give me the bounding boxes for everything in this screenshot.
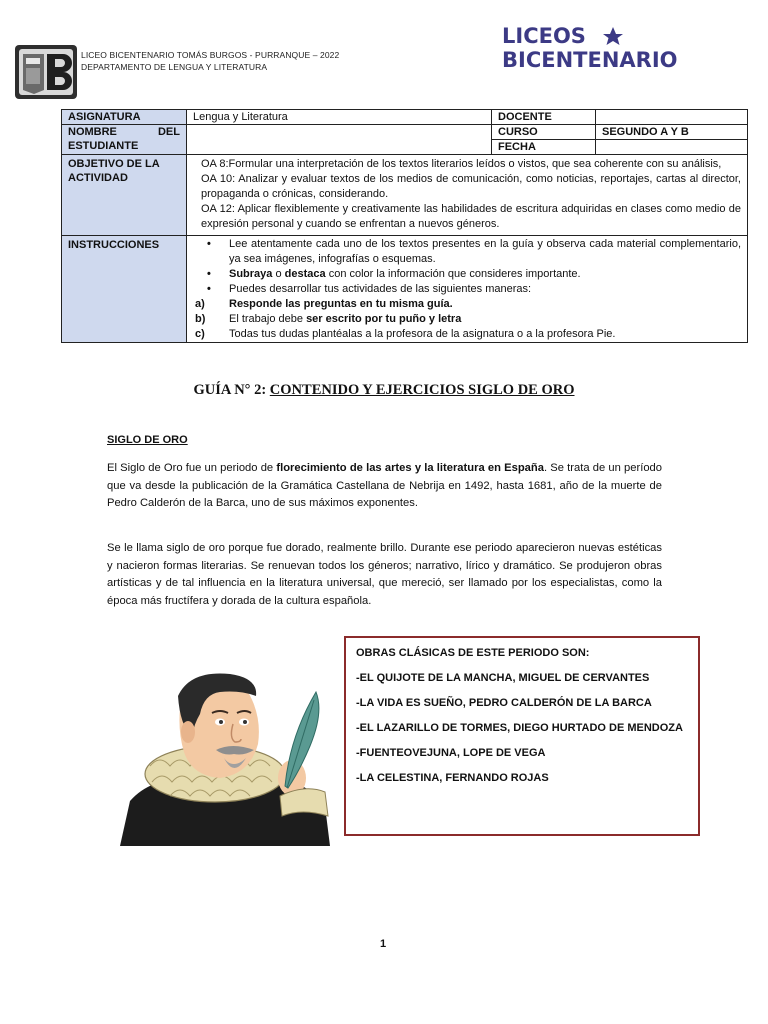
work-item: -LA VIDA ES SUEÑO, PEDRO CALDERÓN DE LA BARCA: [356, 697, 652, 709]
instruction-item-b: [193, 312, 741, 327]
instructions-list: [193, 237, 741, 342]
work-item: -FUENTEOVEJUNA, LOPE DE VEGA: [356, 747, 546, 759]
work-item: -LA CELESTINA, FERNANDO ROJAS: [356, 772, 549, 784]
classic-works-box: [344, 636, 700, 836]
paragraph-1: [107, 460, 662, 513]
instruction-item-3: • Puedes desarrollar tus actividades de las siguientes maneras:: [207, 283, 532, 295]
nombre-label-line-1: NOMBRE DEL: [68, 126, 180, 138]
instruction-b-bold: ser escrito por tu puño y letra: [306, 313, 462, 325]
instruction-text-3: Puedes desarrollar tus actividades de las siguientes maneras:: [229, 283, 532, 295]
marker-b: b): [195, 313, 206, 325]
fecha-field[interactable]: [596, 140, 748, 155]
p1-text-a: El Siglo de Oro fue un periodo de: [107, 462, 277, 474]
instruction-2-mid: o: [272, 268, 285, 280]
instruction-text-c: Todas tus dudas plantéalas a la profesora de la asignatura o a la profesora Pie.: [229, 328, 616, 340]
instrucciones-cell: [187, 236, 748, 343]
page-number: 1: [380, 938, 387, 950]
work-item: -EL QUIJOTE DE LA MANCHA, MIGUEL DE CERVANTES: [356, 672, 650, 684]
destaca-text: destaca: [284, 268, 326, 280]
instruction-item-1: • Lee atentamente cada uno de los textos presentes en la guía y observa cada material complementario, ya sea imágenes, infografías o esquemas.: [207, 238, 741, 265]
objetivos-cell: [187, 155, 748, 236]
instruction-b-pre: El trabajo debe: [229, 313, 307, 325]
instruction-item-c: [193, 327, 741, 342]
docente-field[interactable]: [596, 110, 748, 125]
instruction-item-a: [193, 297, 741, 312]
guide-title: [0, 382, 768, 399]
activity-info-table: [61, 109, 748, 343]
subraya-text: Subraya: [229, 268, 273, 280]
instruction-item-2: • Subraya o destaca con color la información que consideres importante.: [207, 268, 581, 280]
department-line: DEPARTAMENTO DE LENGUA Y LITERATURA: [81, 62, 268, 72]
nombre-label-line-2: ESTUDIANTE: [68, 140, 139, 152]
guide-title-main: CONTENIDO Y EJERCICIOS SIGLO DE ORO: [269, 382, 575, 398]
instruction-text-1: Lee atentamente cada uno de los textos presentes en la guía y observa cada material complementario, ya sea imágenes, infografías o esquemas.: [229, 238, 741, 265]
marker-c: c): [195, 328, 205, 340]
instruction-2-rest: con color la información que consideres importante.: [325, 268, 581, 280]
nombre-field[interactable]: [187, 125, 492, 155]
objetivo-label: OBJETIVO DE LA ACTIVIDAD: [62, 155, 187, 236]
curso-label: CURSO: [492, 125, 596, 140]
writer-portrait-illustration: [120, 666, 335, 846]
nombre-estudiante-label: [62, 125, 187, 155]
asignatura-value: Lengua y Literatura: [187, 110, 492, 125]
svg-text:BICENTENARIO: BICENTENARIO: [502, 48, 678, 72]
curso-value: SEGUNDO A Y B: [596, 125, 748, 140]
docente-label: DOCENTE: [492, 110, 596, 125]
work-item: -EL LAZARILLO DE TORMES, DIEGO HURTADO DE MENDOZA: [356, 722, 683, 734]
guide-title-prefix: GUÍA N° 2:: [193, 382, 270, 398]
school-crest-icon: [14, 44, 78, 100]
works-title: OBRAS CLÁSICAS DE ESTE PERIODO SON:: [356, 647, 590, 659]
section-heading: SIGLO DE ORO: [107, 434, 188, 446]
paragraph-2: Se le llama siglo de oro porque fue dorado, realmente brillo. Durante ese periodo aparecieron nuevas estéticas y nacieron formas literarias. Se renuevan todos los géneros; narrativo, lírico y dramático. Se produjeron obras artísticas y de tal influencia en la literatura universal, que mereció, ser llamado por los especialistas, como la época más fructífera y dorada de la cultura española.: [107, 542, 662, 607]
svg-text:LICEOS: LICEOS: [502, 24, 586, 48]
p1-text-b: . Se trata de un período que va desde la publicación de la Gramática Castellana de Nebrija en 1492, hasta 1681, año de la muerte de Pedro Calderón de la Barca, uno de sus máximos exponentes.: [107, 462, 662, 509]
objetivo-oa10: OA 10: Analizar y evaluar textos de los medios de comunicación, como noticias, reportajes, cartas al director, propaganda o crónicas, considerando.: [201, 173, 741, 200]
fecha-label: FECHA: [492, 140, 596, 155]
p1-bold: florecimiento de las artes y la literatura en España: [276, 462, 544, 474]
objetivo-oa12: OA 12: Aplicar flexiblemente y creativamente las habilidades de escritura adquiridas en clases como medio de expresión personal y cuando se enfrentan a nuevos géneros.: [201, 203, 741, 230]
instruction-text-a: Responde las preguntas en tu misma guía.: [229, 298, 453, 310]
marker-a: a): [195, 298, 205, 310]
school-name-line: LICEO BICENTENARIO TOMÁS BURGOS - PURRANQUE – 2022: [81, 50, 340, 60]
asignatura-label: ASIGNATURA: [62, 110, 187, 125]
objetivo-oa8: OA 8:Formular una interpretación de los textos literarios leídos o vistos, que sea coherente con su análisis,: [201, 158, 722, 170]
instrucciones-label: INSTRUCCIONES: [62, 236, 187, 343]
liceos-bicentenario-logo: [500, 24, 730, 72]
